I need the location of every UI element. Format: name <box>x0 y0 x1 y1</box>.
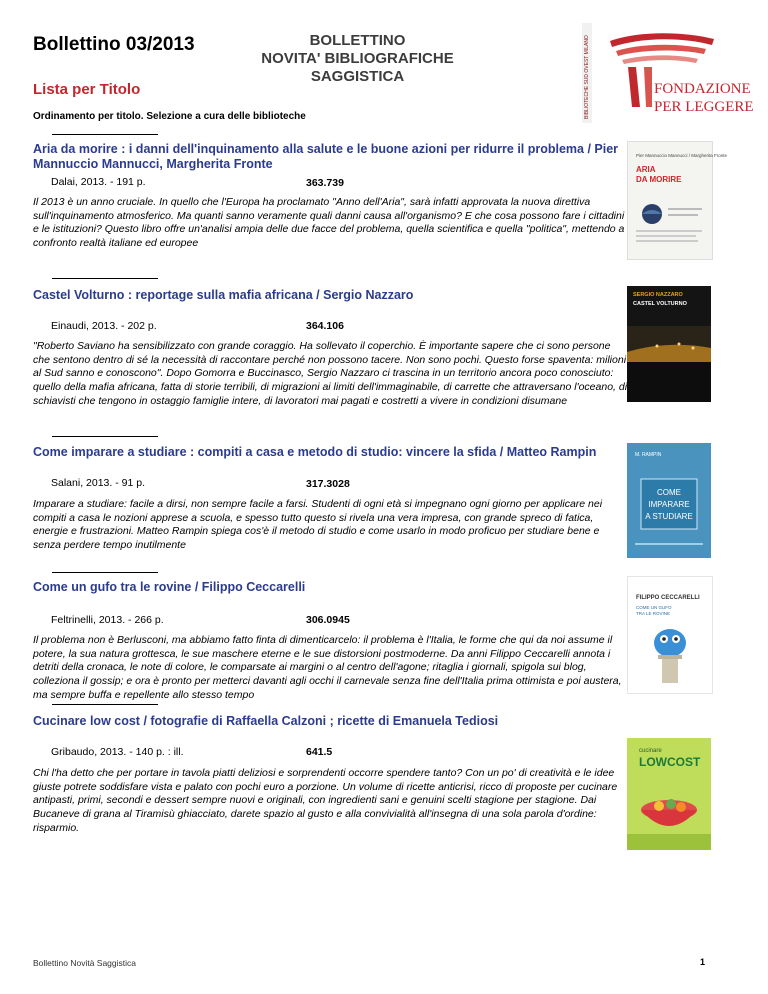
logo-graphic <box>582 23 754 123</box>
owl-icon <box>628 577 712 693</box>
book-cover <box>627 738 711 850</box>
footer-label: Bollettino Novità Saggistica <box>33 958 137 968</box>
entry-call-number: 363.739 <box>306 177 344 189</box>
svg-text:ARIA: ARIA <box>636 165 656 174</box>
cover-authors: M. RAMPIN <box>635 452 662 458</box>
logo-name-line2: PER LEGGERE <box>654 99 754 115</box>
svg-text:A STUDIARE: A STUDIARE <box>645 512 693 521</box>
book-cover <box>627 286 711 402</box>
book-cover <box>627 141 728 260</box>
entry-publication: Gribaudo, 2013. - 140 p. : ill. <box>51 746 184 758</box>
fondazione-logo <box>582 23 754 123</box>
center-title-line: SAGGISTICA <box>310 68 405 85</box>
doc-subtitle: Lista per Titolo <box>33 81 141 98</box>
entry-abstract: "Roberto Saviano ha sensibilizzato con grande coraggio. Ha sollevato il coperchio. È importante sapere che ci sono persone che sentono dentro di sé la necessità di raccontare perché non possono tacere. Non sono pochi. Questo forse spaventa: milioni al Sud sanno e conoscono". Dopo Gomorra e Buccinasco, Sergio Nazzaro ci trascina in un territorio ancora poco conosciuto: quello della mafia africana, fatta di storie terribili, di migrazioni ai limiti dell'immaginabile, di carrette che attraversano l'oceano, di schiavisti che tengono in ostaggio famiglie intere, di lavoratori mai pagati e costretti a vivere in condizioni disumane <box>33 340 628 407</box>
page-number: 1 <box>700 957 706 967</box>
cover-authors: cucinare <box>639 748 662 754</box>
cover-title: LOWCOST <box>639 755 701 769</box>
entry-title: Come un gufo tra le rovine / Filippo Ceccarelli <box>33 580 306 594</box>
entry-abstract: Il problema non è Berlusconi, ma abbiamo fatto finta di dimenticarcelo: il problema è l'Italia, le forme che qui da noi assume il potere, la sua natura grottesca, le sue maschere eterne e le sue distorsioni postmoderne. Da anni Filippo Ceccarelli annota i detriti della cronaca, le note di colore, le comparsate ai margini o al centro dell'agone; ritaglia i giornali, spigola sui blog, colleziona il gossip; e ora è pronto per metterci davanti agli occhi il carnevale senza fine dell'Italia prima ottimista e poi austera, ma sempre buffa e repellente allo stesso tempo <box>33 634 622 701</box>
entry-title: Castel Volturno : reportage sulla mafia africana / Sergio Nazzaro <box>33 288 414 302</box>
entry-abstract: Il 2013 è un anno cruciale. In quello che l'Europa ha proclamato "Anno dell'Aria", sarà infatti approvata la nuova direttiva sull'inquinamento atmosferico. Ma quanti sanno veramente quali danni causa all'organismo? E che cosa possono fare i cittadini e le istituzioni? Questo libro offre un'analisi ampia delle due facce del problema, quella scientifica e quella "politica", mettendo a confronto realtà italiane ed europee <box>33 196 625 250</box>
book-cover <box>627 443 711 558</box>
center-title <box>240 32 475 86</box>
salad-bowl-icon <box>627 738 711 850</box>
svg-text:COME: COME <box>657 488 681 497</box>
entry-publication: Salani, 2013. - 91 p. <box>51 477 145 489</box>
entry-abstract: Imparare a studiare: facile a dirsi, non sempre facile a farsi. Studenti di ogni età si impegnano ogni giorno per applicare nei compiti a casa le nozioni apprese a scuola, e spesso tutto questo si rivela una vera impresa, con grande spreco di fatica, energie e frustrazioni. Matteo Rampin spiega cos'è il metodo di studio e come usarlo in modo proficuo per studiare bene e senza perdere tempo inutilmente <box>33 498 603 552</box>
svg-text:IMPARARE: IMPARARE <box>648 500 690 509</box>
sort-note: Ordinamento per titolo. Selezione a cura delle biblioteche <box>33 111 306 122</box>
entry-divider <box>52 704 158 705</box>
entry-publication: Dalai, 2013. - 191 p. <box>51 176 146 188</box>
entry-title: Cucinare low cost / fotografie di Raffaella Calzoni ; ricette di Emanuela Tediosi <box>33 714 499 728</box>
globe-icon <box>628 142 728 259</box>
cover-title: CASTEL VOLTURNO <box>633 301 687 307</box>
svg-text:TRA LE ROVINE: TRA LE ROVINE <box>636 611 671 616</box>
cover-authors: SERGIO NAZZARO <box>633 292 683 298</box>
center-title-line: BOLLETTINO <box>309 32 406 49</box>
svg-text:DA MORIRE: DA MORIRE <box>636 175 682 184</box>
entry-title: Come imparare a studiare : compiti a casa e metodo di studio: vincere la sfida / Matteo Rampin <box>33 445 597 459</box>
cover-authors: Pier Mannuccio Mannucci / Margherita Fronte <box>636 153 728 158</box>
entry-call-number: 364.106 <box>306 320 344 332</box>
chalkboard-icon <box>627 443 711 558</box>
entry-abstract: Chi l'ha detto che per portare in tavola piatti deliziosi e sorprendenti occorre spendere tanto? Con un po' di creatività e le idee giuste potrete soddisfare vista e palato con pochi euro a porzione. Un volume di ricette anticrisi, ricco di proposte per cucinare antipasti, primi, secondi e dessert sempre nuovi e originali, con ingredienti sani e genuini scelti stagione per stagione. Dai Bucaneve di grana al Tiramisù ghiacciato, darete spazio al gusto e alla convivialità all'insegna di una sola parola d'ordine: risparmio. <box>33 767 618 834</box>
entry-call-number: 641.5 <box>306 746 333 758</box>
night-city-icon <box>627 286 711 402</box>
doc-title: Bollettino 03/2013 <box>33 34 195 55</box>
logo-name-line1: FONDAZIONE <box>654 81 751 97</box>
center-title-line: NOVITA' BIBLIOGRAFICHE <box>261 50 454 67</box>
entry-call-number: 306.0945 <box>306 614 350 626</box>
svg-text:COME UN GUFO: COME UN GUFO <box>636 605 672 610</box>
entry-publication: Einaudi, 2013. - 202 p. <box>51 320 157 332</box>
entry-divider <box>52 572 158 573</box>
entry-divider <box>52 134 158 135</box>
cover-authors: FILIPPO CECCARELLI <box>636 595 700 601</box>
entry-title: Aria da morire : i danni dell'inquinamento alla salute e le buone azioni per ridurre il problema / Pier Mannuccio Mannucci, Margherita Fronte <box>33 142 619 171</box>
entry-publication: Feltrinelli, 2013. - 266 p. <box>51 614 164 626</box>
entry-divider <box>52 436 158 437</box>
entry-divider <box>52 278 158 279</box>
book-cover <box>627 576 713 694</box>
logo-side-text: BIBLIOTECHE SUD OVEST MILANO <box>584 35 590 119</box>
entry-call-number: 317.3028 <box>306 478 350 490</box>
